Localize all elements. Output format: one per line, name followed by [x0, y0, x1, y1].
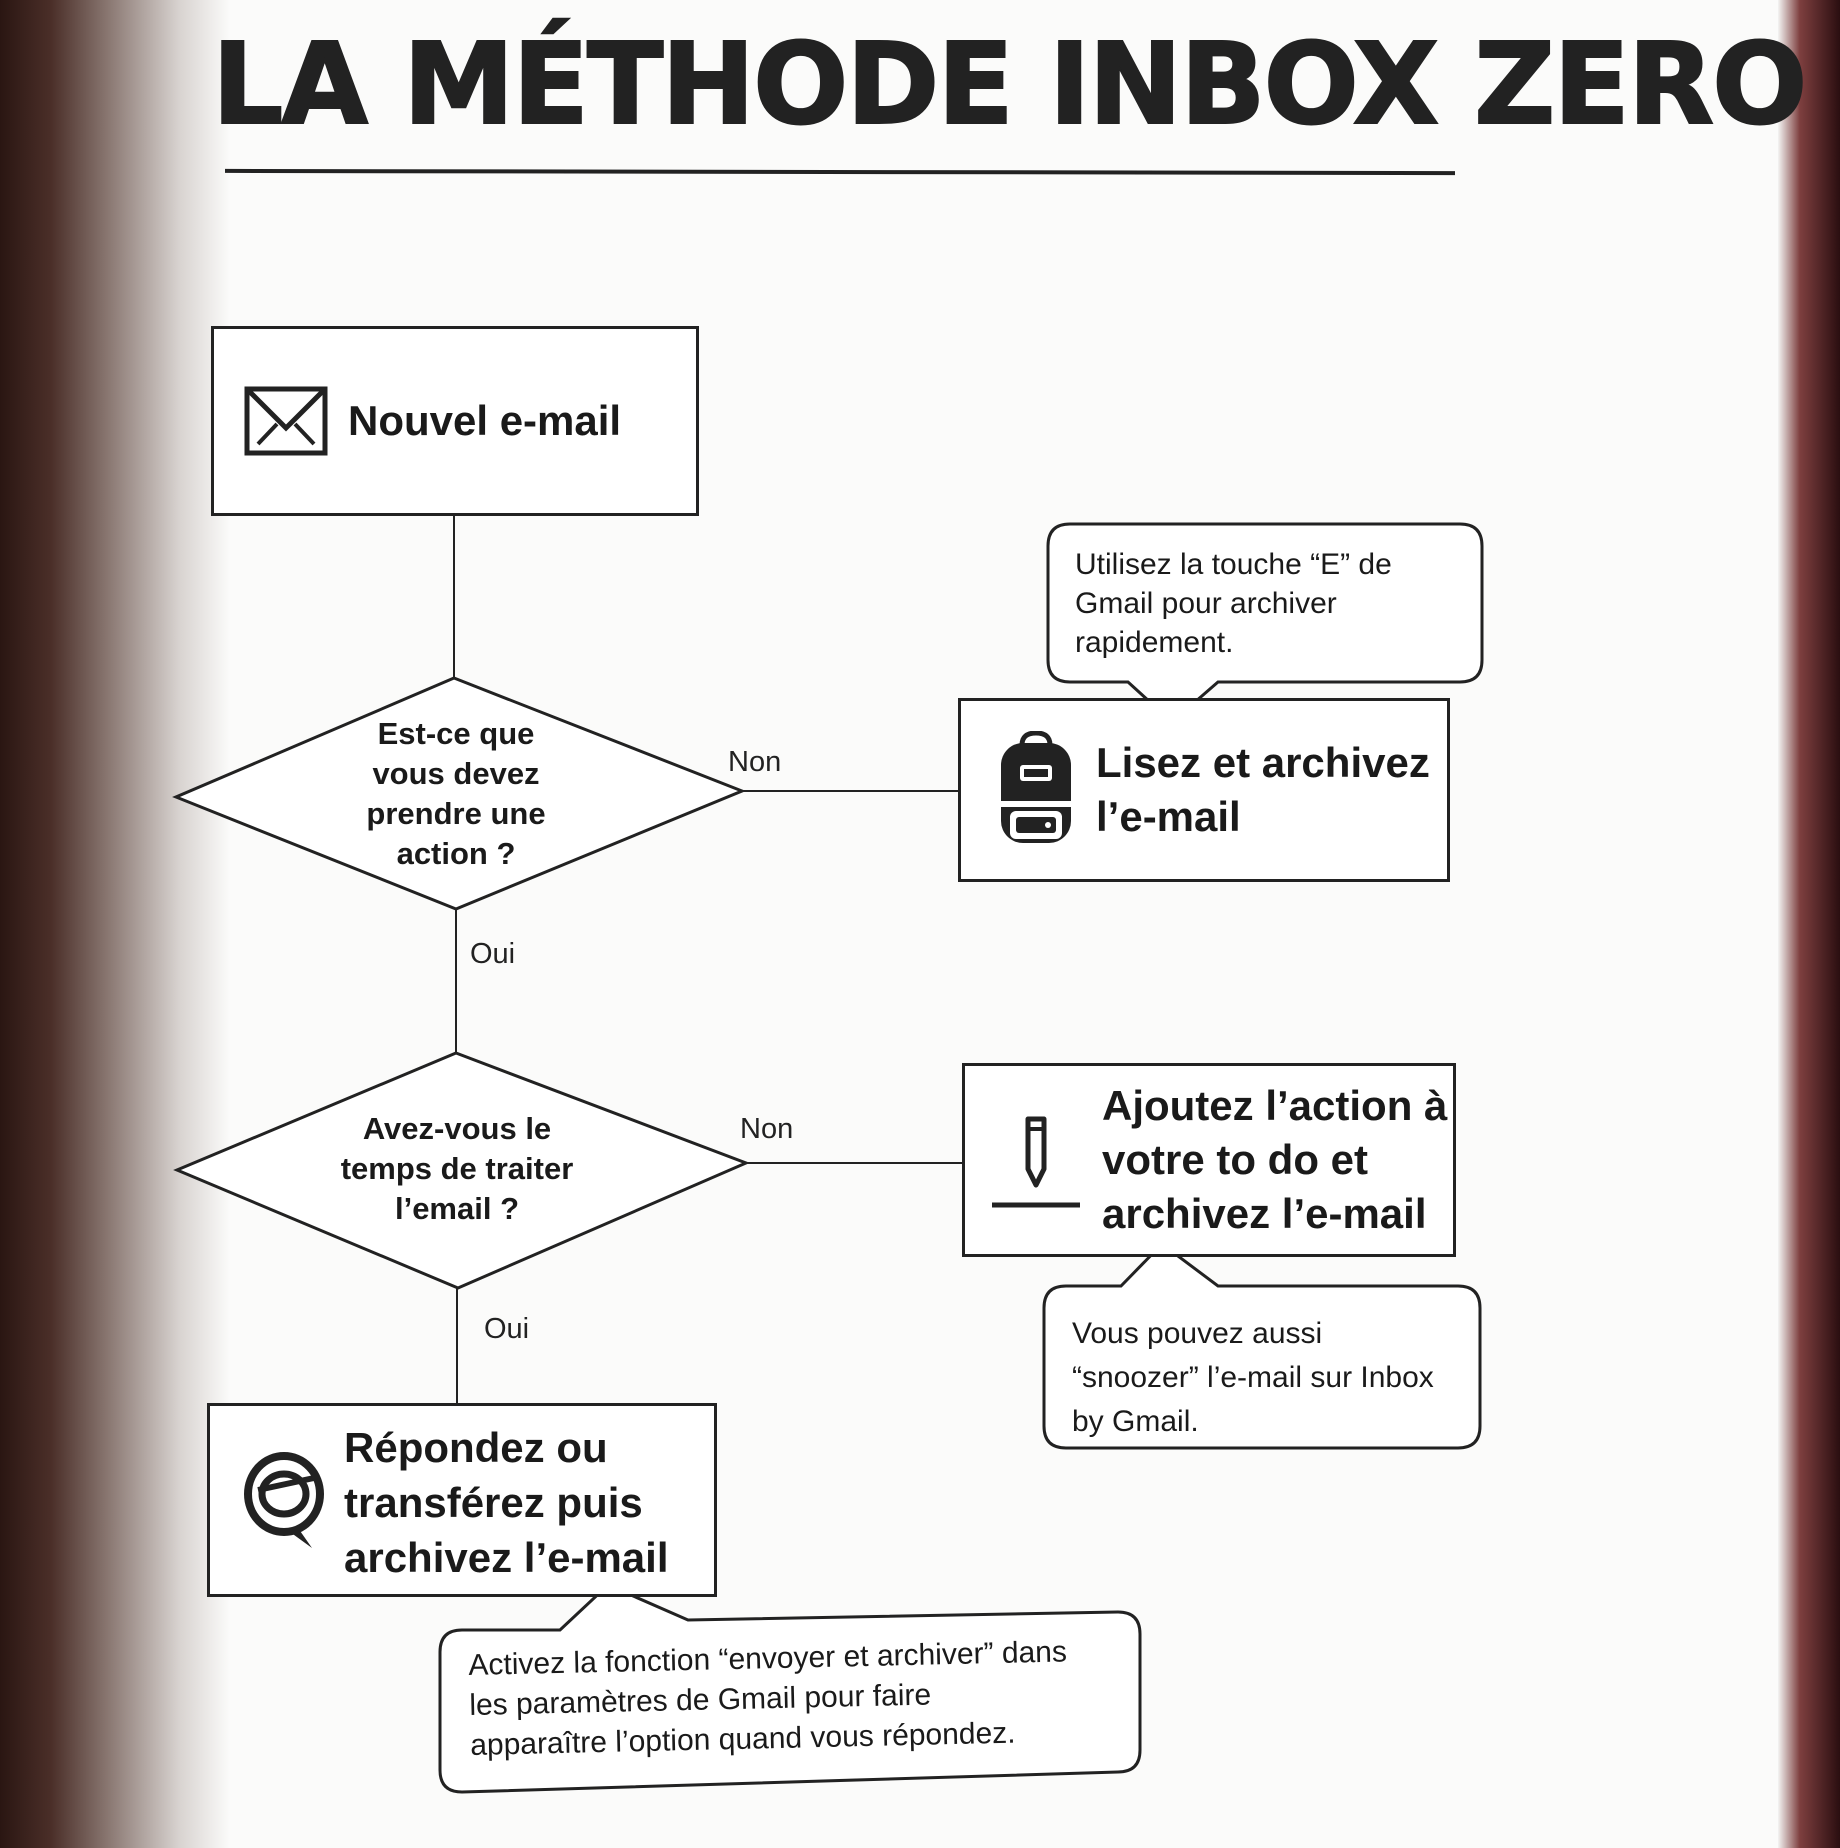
archive-tip-line3: rapidement.: [1075, 626, 1234, 659]
archive-tip-line2: Gmail pour archiver: [1075, 587, 1337, 620]
decision2-yes-label: Oui: [484, 1313, 530, 1345]
reply-line1: Répondez ou: [344, 1424, 608, 1471]
read-archive-line1: Lisez et archivez: [1096, 739, 1430, 786]
send-archive-tip-line3: apparaître l’option quand vous répondez.: [469, 1716, 1016, 1762]
pencil-icon: [988, 1113, 1084, 1213]
start-node-label: Nouvel e-mail: [348, 397, 622, 444]
send-archive-tip-line1: Activez la fonction “envoyer et archiver” dans: [468, 1635, 1068, 1682]
decision1-label: Est-ce que vous devez prendre une action ?: [366, 716, 546, 871]
archive-tip-line1: Utilisez la touche “E” de: [1075, 548, 1392, 581]
read-archive-line2: l’e-mail: [1096, 793, 1241, 840]
todo-line3: archivez l’e-mail: [1102, 1190, 1427, 1237]
snooze-tip-line2: “snoozer” l’e-mail sur Inbox: [1072, 1361, 1434, 1394]
page-title: LA MÉTHODE INBOX ZERO: [212, 20, 1806, 150]
archive-tip-text: [1075, 545, 1392, 662]
decision2-label: Avez-vous le temps de traiter l’email ?: [340, 1111, 574, 1226]
todo-line2: votre to do et: [1102, 1136, 1369, 1183]
snooze-tip-line1: Vous pouvez aussi: [1072, 1317, 1323, 1350]
envelope-icon: [244, 386, 328, 456]
decision2-no-label: Non: [740, 1113, 794, 1145]
reply-node-label: [344, 1420, 669, 1585]
send-archive-tip-line2: les paramètres de Gmail pour faire: [468, 1678, 932, 1722]
chat-bubble-icon: [242, 1448, 326, 1554]
todo-node-label: [1102, 1079, 1447, 1241]
decision1-no-label: Non: [728, 746, 782, 778]
snooze-tip-text: [1072, 1312, 1434, 1444]
read-archive-node-label: [1096, 736, 1430, 844]
send-archive-tip-text: [468, 1632, 1069, 1766]
reply-line3: archivez l’e-mail: [344, 1534, 669, 1581]
backpack-icon: [998, 731, 1074, 849]
reply-line2: transférez puis: [344, 1479, 643, 1526]
decision1-yes-label: Oui: [470, 938, 516, 970]
todo-line1: Ajoutez l’action à: [1102, 1082, 1448, 1129]
snooze-tip-line3: by Gmail.: [1072, 1405, 1199, 1438]
